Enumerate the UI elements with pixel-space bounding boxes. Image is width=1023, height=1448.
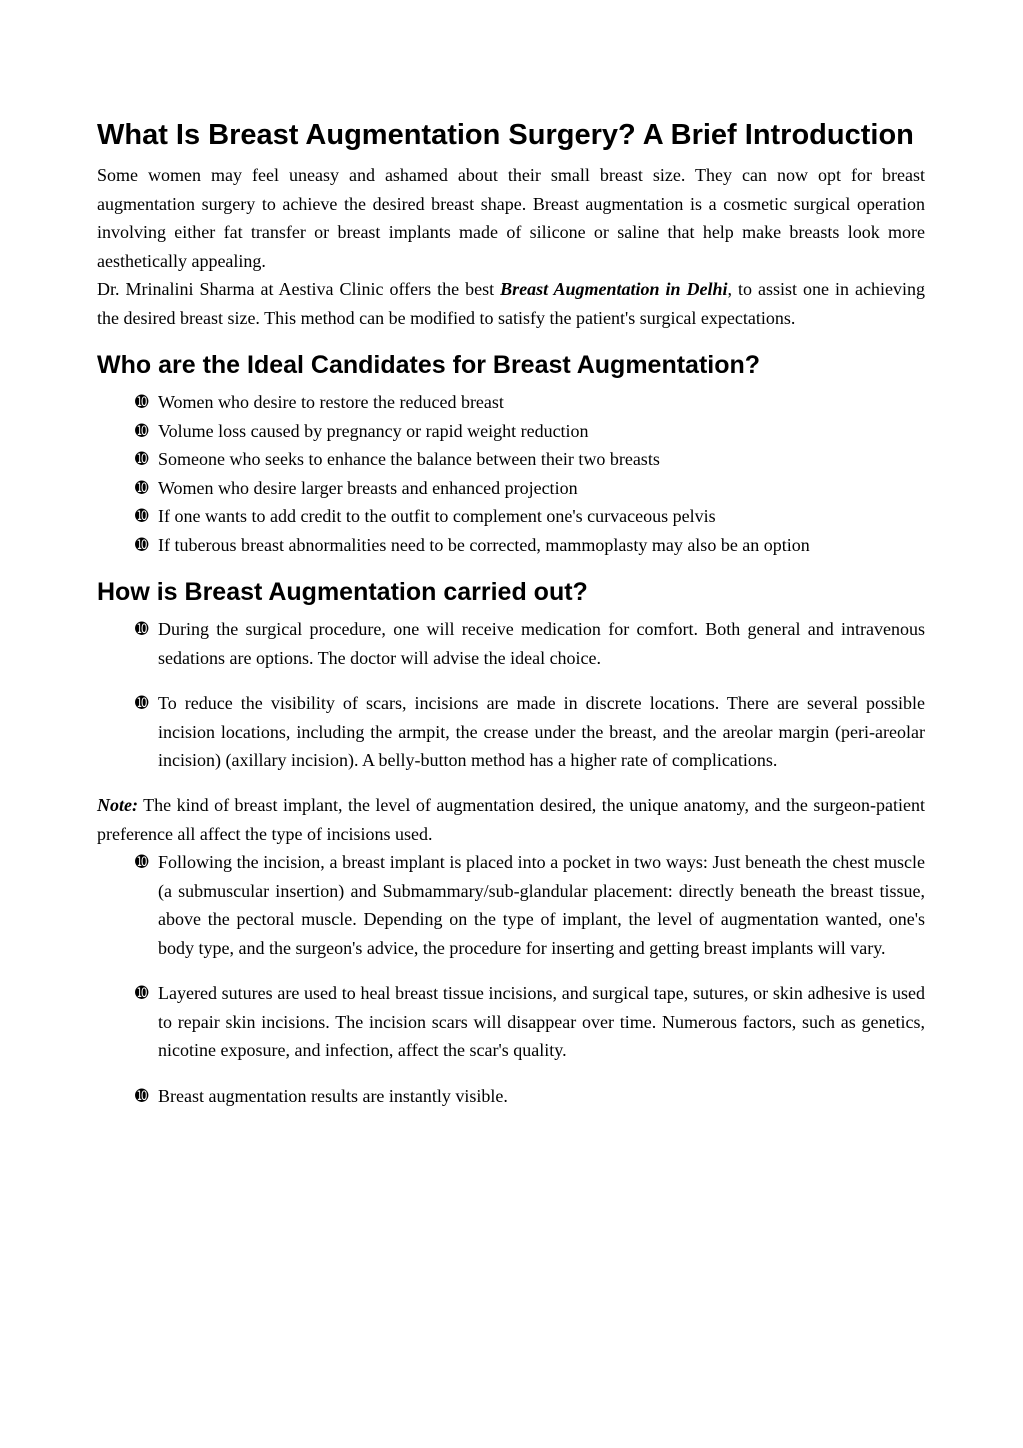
list-item-text: If tuberous breast abnormalities need to be corrected, mammoplasty may also be an option xyxy=(158,534,810,555)
bullet-ten-icon: ➓ xyxy=(135,420,149,440)
list-item xyxy=(135,531,925,560)
bullet-ten-icon: ➓ xyxy=(135,693,149,712)
bullet-ten-icon: ➓ xyxy=(135,449,149,468)
bullet-ten-icon: ➓ xyxy=(135,619,149,638)
procedure-list-a xyxy=(97,615,925,775)
bullet-ten-icon: ➓ xyxy=(135,1085,149,1105)
list-item xyxy=(135,848,925,962)
list-item-text: Volume loss caused by pregnancy or rapid weight reduction xyxy=(158,420,589,441)
bullet-ten-icon: ➓ xyxy=(135,506,149,525)
list-item xyxy=(135,388,925,417)
list-item xyxy=(135,502,925,531)
list-item-text: If one wants to add credit to the outfit to complement one's curvaceous pelvis xyxy=(158,506,716,526)
procedure-list-b xyxy=(97,848,925,1110)
note-label: Note: xyxy=(97,795,138,815)
section-title-introduction: What Is Breast Augmentation Surgery? A Brief Introduction xyxy=(97,119,914,151)
list-item-text: To reduce the visibility of scars, incisions are made in discrete locations. There are several possible incision locations, including the armpit, the crease under the breast, and the areolar margin (peri-areolar incision) (axillary incision). A belly-button method has a higher rate of complications. xyxy=(158,693,925,770)
list-item-text: Women who desire larger breasts and enhanced projection xyxy=(158,477,578,498)
list-item-text: Layered sutures are used to heal breast tissue incisions, and surgical tape, sutures, or skin adhesive is used to repair skin incisions. The incision scars will disappear over time. Numerous factors, such as genetics, nicotine exposure, and infection, affect the scar's quality. xyxy=(158,983,925,1060)
breast-augmentation-delhi-link[interactable]: Breast Augmentation in Delhi xyxy=(500,279,728,299)
list-item xyxy=(135,615,925,672)
note-paragraph xyxy=(97,791,925,848)
bullet-ten-icon: ➓ xyxy=(135,852,149,871)
list-item xyxy=(135,474,925,503)
bullet-ten-icon: ➓ xyxy=(135,534,149,554)
clinic-paragraph xyxy=(97,275,925,332)
section-title-ideal-candidates: Who are the Ideal Candidates for Breast Augmentation? xyxy=(97,351,761,379)
list-item-text: Breast augmentation results are instantly visible. xyxy=(158,1085,508,1106)
bullet-ten-icon: ➓ xyxy=(135,983,149,1002)
clinic-paragraph-rest: , to assist one in achieving the desired breast size. This method can be modified to satisfy the patient's surgical expectations. xyxy=(97,279,925,328)
list-item-text: Following the incision, a breast implant is placed into a pocket in two ways: Just beneath the chest muscle (a submuscular insertion) and Submammary/sub-glandular placement: directly beneath the breast tissue, above the pectoral muscle. Depending on the type of implant, the level of augmentation wanted, one's body type, and the surgeon's advice, the procedure for inserting and getting breast implants will vary. xyxy=(158,852,925,958)
list-item-text: Women who desire to restore the reduced breast xyxy=(158,392,504,412)
intro-paragraph: Some women may feel uneasy and ashamed about their small breast size. They can now opt for breast augmentation surgery to achieve the desired breast shape. Breast augmentation is a cosmetic surgical operation involving either fat transfer or breast implants made of silicone or saline that help make breasts look more aesthetically appealing. xyxy=(97,165,925,271)
bullet-ten-icon: ➓ xyxy=(135,477,149,497)
candidates-list xyxy=(97,388,925,559)
list-item xyxy=(135,417,925,446)
list-item-text: During the surgical procedure, one will receive medication for comfort. Both general and intravenous sedations are options. The doctor will advise the ideal choice. xyxy=(158,619,925,668)
document-page xyxy=(97,118,925,1127)
bullet-ten-icon: ➓ xyxy=(135,392,149,411)
clinic-paragraph-lead: Dr. Mrinalini Sharma at Aestiva Clinic offers the best xyxy=(97,279,501,299)
list-item-text: Someone who seeks to enhance the balance between their two breasts xyxy=(158,449,660,469)
note-text: The kind of breast implant, the level of augmentation desired, the unique anatomy, and the surgeon-patient preference all affect the type of incisions used. xyxy=(97,795,925,844)
list-item xyxy=(135,445,925,474)
section-title-procedure: How is Breast Augmentation carried out? xyxy=(97,578,588,606)
list-item xyxy=(135,1082,925,1111)
list-item xyxy=(135,979,925,1065)
list-item xyxy=(135,689,925,775)
